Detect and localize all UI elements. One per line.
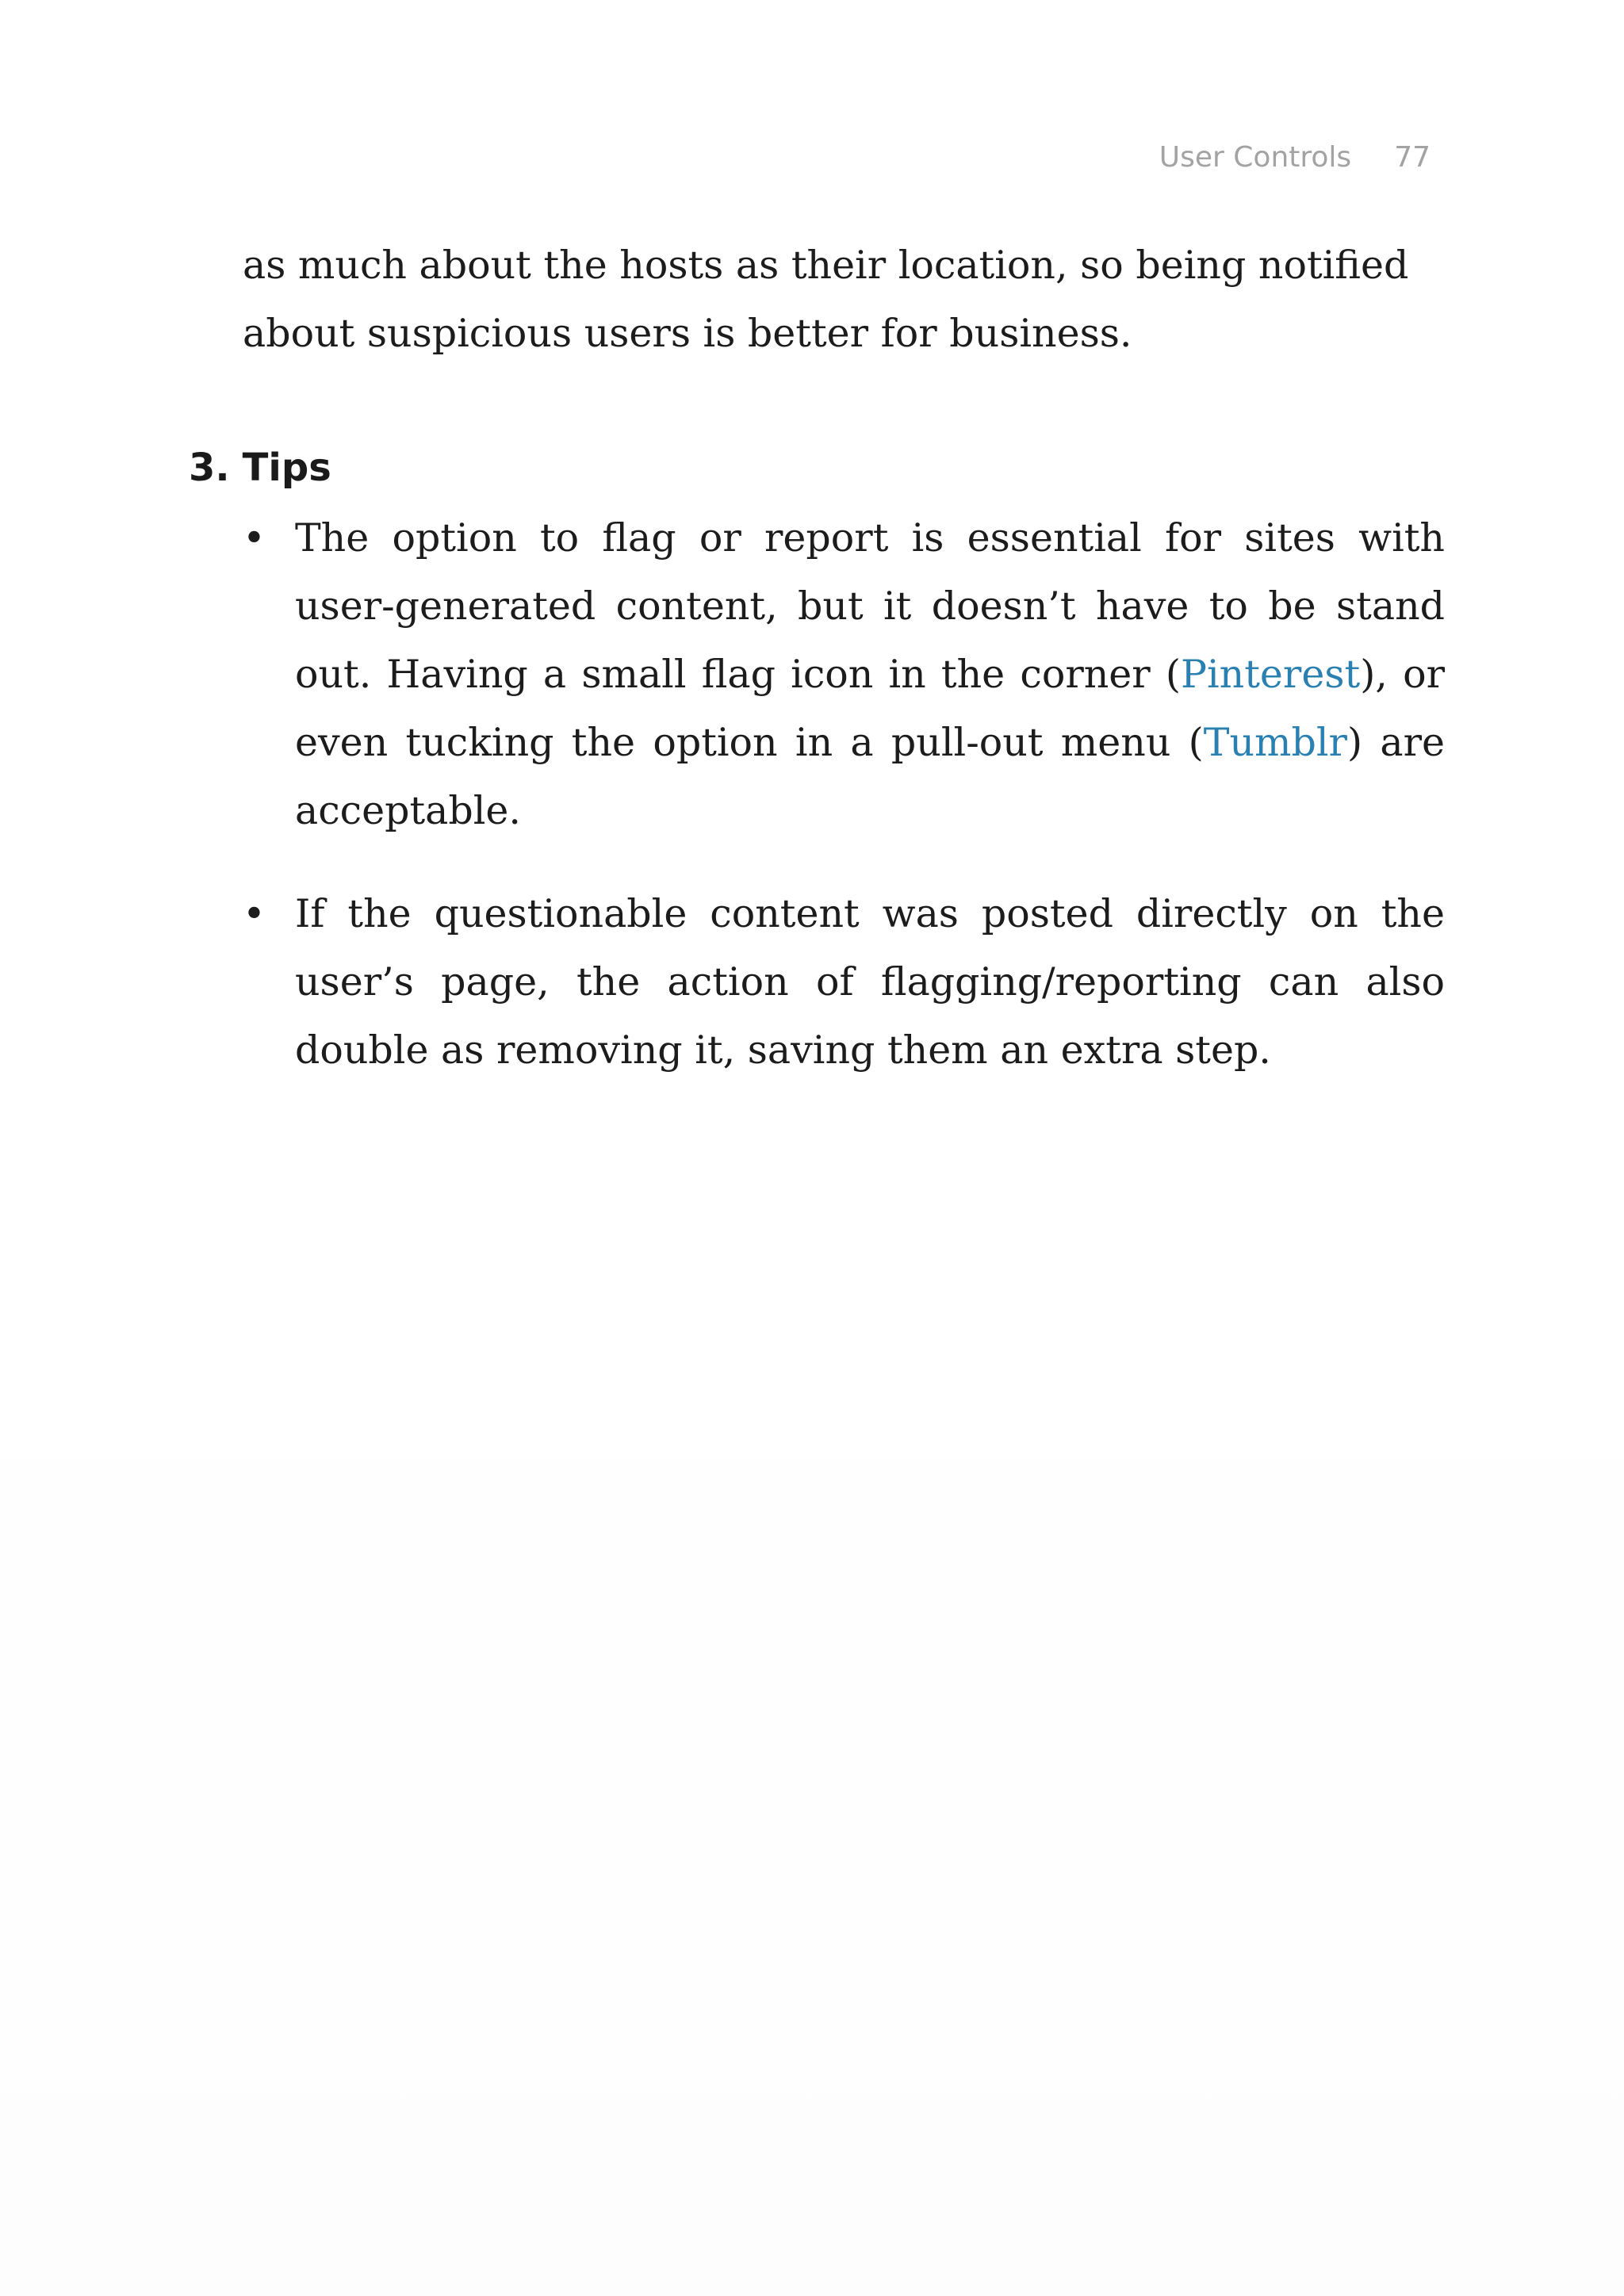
section-title: Tips <box>242 446 331 490</box>
page-number: 77 <box>1394 141 1431 174</box>
tip-text-start: The option to flag or report is essential for sites with user-generated content, but it doesn’t have to be stand out. Having a small flag icon in the corner ( <box>295 515 1445 697</box>
tip-text-end: ) are acceptable. <box>295 720 1445 833</box>
tip-text: If the questionable content was posted directly on the user’s page, the action of flagging/reporting can also double as removing it, saving them an extra step. <box>295 891 1445 1073</box>
list-item <box>243 504 1445 845</box>
running-header <box>1159 141 1431 174</box>
running-header-title: User Controls <box>1159 141 1352 174</box>
tumblr-link[interactable]: Tumblr <box>1203 720 1347 765</box>
section-heading <box>189 440 331 496</box>
section-number: 3. <box>189 446 230 490</box>
tips-list <box>243 504 1445 1085</box>
bullet-icon: • <box>243 515 266 561</box>
bullet-icon: • <box>243 891 266 936</box>
list-item <box>243 880 1445 1085</box>
continued-paragraph: as much about the hosts as their location, so being notified about suspicious users is better for business. <box>243 243 1409 356</box>
pinterest-link[interactable]: Pinterest <box>1181 652 1361 697</box>
tip-text-middle: ), or even tucking the option in a pull-out menu ( <box>295 652 1445 765</box>
